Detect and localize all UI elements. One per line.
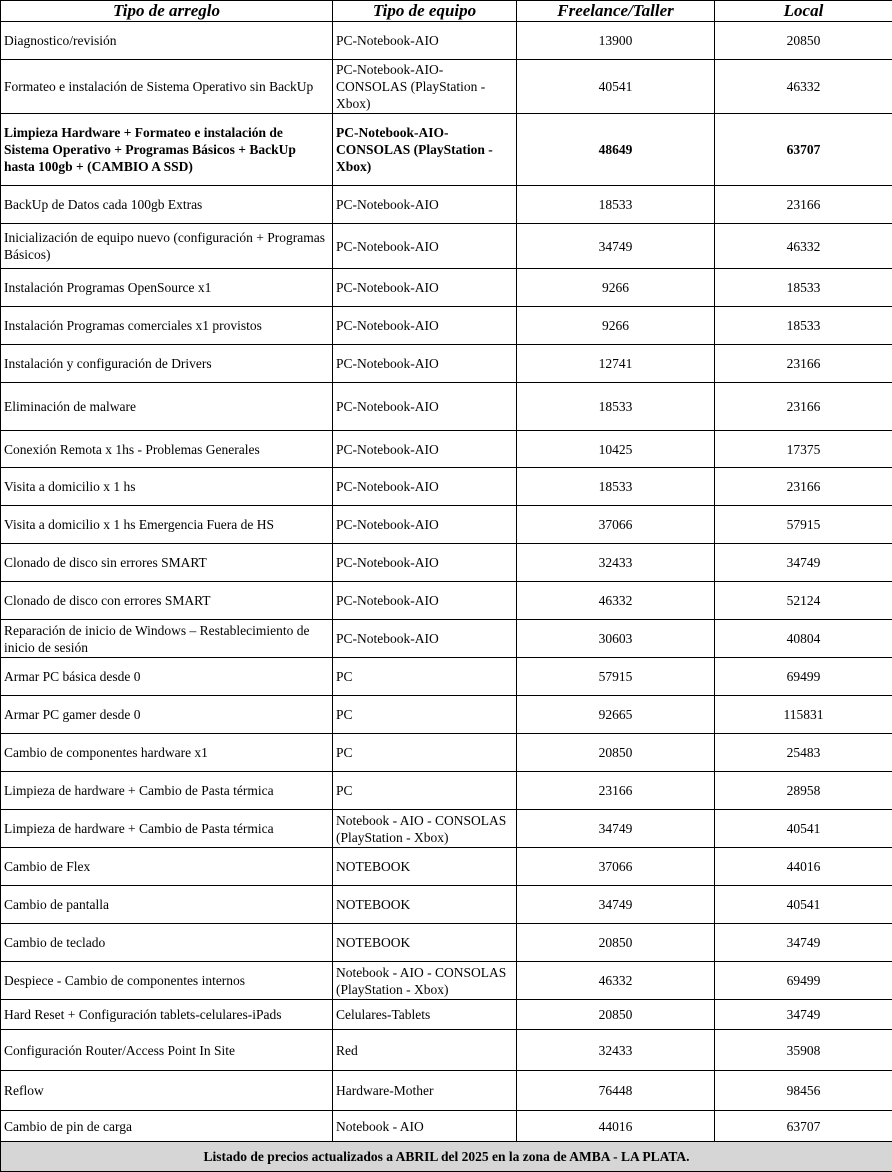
equipment-cell: PC-Notebook-AIO xyxy=(333,468,517,506)
header-equipment-type: Tipo de equipo xyxy=(333,1,517,22)
table-row xyxy=(1,345,892,383)
repair-cell: Reflow xyxy=(1,1071,333,1111)
table-row xyxy=(1,658,892,696)
header-row xyxy=(1,1,892,22)
local-price-cell: 23166 xyxy=(715,383,892,431)
freelance-price-cell: 13900 xyxy=(517,22,715,60)
local-price-cell: 63707 xyxy=(715,1111,892,1142)
freelance-price-cell: 20850 xyxy=(517,734,715,772)
equipment-cell: PC-Notebook-AIO xyxy=(333,383,517,431)
freelance-price-cell: 32433 xyxy=(517,544,715,582)
equipment-cell: Hardware-Mother xyxy=(333,1071,517,1111)
repair-cell: Cambio de componentes hardware x1 xyxy=(1,734,333,772)
equipment-cell: PC-Notebook-AIO xyxy=(333,431,517,468)
repair-cell: Despiece - Cambio de componentes internos xyxy=(1,962,333,1000)
local-price-cell: 25483 xyxy=(715,734,892,772)
repair-cell: Limpieza de hardware + Cambio de Pasta térmica xyxy=(1,772,333,810)
local-price-cell: 40804 xyxy=(715,620,892,658)
table-row xyxy=(1,468,892,506)
equipment-cell: PC xyxy=(333,696,517,734)
repair-cell: Clonado de disco sin errores SMART xyxy=(1,544,333,582)
repair-cell: Visita a domicilio x 1 hs Emergencia Fuera de HS xyxy=(1,506,333,544)
header-repair-type: Tipo de arreglo xyxy=(1,1,333,22)
freelance-price-cell: 46332 xyxy=(517,962,715,1000)
local-price-cell: 35908 xyxy=(715,1030,892,1071)
freelance-price-cell: 23166 xyxy=(517,772,715,810)
local-price-cell: 63707 xyxy=(715,114,892,186)
equipment-cell: Notebook - AIO - CONSOLAS (PlayStation - Xbox) xyxy=(333,962,517,1000)
local-price-cell: 34749 xyxy=(715,924,892,962)
local-price-cell: 52124 xyxy=(715,582,892,620)
equipment-cell: PC-Notebook-AIO xyxy=(333,269,517,307)
equipment-cell: NOTEBOOK xyxy=(333,924,517,962)
local-price-cell: 23166 xyxy=(715,468,892,506)
table-row xyxy=(1,307,892,345)
local-price-cell: 18533 xyxy=(715,269,892,307)
repair-cell: Cambio de Flex xyxy=(1,848,333,886)
freelance-price-cell: 18533 xyxy=(517,468,715,506)
local-price-cell: 98456 xyxy=(715,1071,892,1111)
table-row xyxy=(1,431,892,468)
repair-cell: Armar PC básica desde 0 xyxy=(1,658,333,696)
equipment-cell: PC xyxy=(333,658,517,696)
table-row xyxy=(1,224,892,269)
table-header xyxy=(1,1,892,22)
table-row xyxy=(1,962,892,1000)
equipment-cell: PC-Notebook-AIO xyxy=(333,582,517,620)
freelance-price-cell: 18533 xyxy=(517,186,715,224)
local-price-cell: 17375 xyxy=(715,431,892,468)
equipment-cell: PC-Notebook-AIO-CONSOLAS (PlayStation - Xbox) xyxy=(333,60,517,114)
freelance-price-cell: 34749 xyxy=(517,810,715,848)
equipment-cell: NOTEBOOK xyxy=(333,886,517,924)
local-price-cell: 28958 xyxy=(715,772,892,810)
freelance-price-cell: 30603 xyxy=(517,620,715,658)
equipment-cell: PC-Notebook-AIO xyxy=(333,224,517,269)
table-row xyxy=(1,582,892,620)
repair-cell: Diagnostico/revisión xyxy=(1,22,333,60)
freelance-price-cell: 40541 xyxy=(517,60,715,114)
freelance-price-cell: 20850 xyxy=(517,1000,715,1030)
repair-cell: Instalación Programas OpenSource x1 xyxy=(1,269,333,307)
freelance-price-cell: 44016 xyxy=(517,1111,715,1142)
equipment-cell: PC-Notebook-AIO xyxy=(333,307,517,345)
repair-cell: Hard Reset + Configuración tablets-celulares-iPads xyxy=(1,1000,333,1030)
repair-cell: Armar PC gamer desde 0 xyxy=(1,696,333,734)
table-row xyxy=(1,60,892,114)
table-row xyxy=(1,696,892,734)
equipment-cell: NOTEBOOK xyxy=(333,848,517,886)
table-row xyxy=(1,772,892,810)
table-row xyxy=(1,269,892,307)
equipment-cell: PC xyxy=(333,734,517,772)
table-row xyxy=(1,544,892,582)
repair-cell: Instalación y configuración de Drivers xyxy=(1,345,333,383)
freelance-price-cell: 20850 xyxy=(517,924,715,962)
local-price-cell: 40541 xyxy=(715,886,892,924)
equipment-cell: Red xyxy=(333,1030,517,1071)
equipment-cell: PC-Notebook-AIO xyxy=(333,345,517,383)
equipment-cell: PC-Notebook-AIO xyxy=(333,544,517,582)
freelance-price-cell: 34749 xyxy=(517,886,715,924)
freelance-price-cell: 76448 xyxy=(517,1071,715,1111)
table-body xyxy=(1,22,892,1172)
freelance-price-cell: 92665 xyxy=(517,696,715,734)
repair-cell: Instalación Programas comerciales x1 provistos xyxy=(1,307,333,345)
table-row xyxy=(1,1000,892,1030)
repair-cell: Cambio de pantalla xyxy=(1,886,333,924)
freelance-price-cell: 46332 xyxy=(517,582,715,620)
local-price-cell: 34749 xyxy=(715,1000,892,1030)
repair-cell: Visita a domicilio x 1 hs xyxy=(1,468,333,506)
equipment-cell: PC-Notebook-AIO xyxy=(333,506,517,544)
repair-cell: Formateo e instalación de Sistema Operativo sin BackUp xyxy=(1,60,333,114)
freelance-price-cell: 37066 xyxy=(517,506,715,544)
freelance-price-cell: 34749 xyxy=(517,224,715,269)
repair-cell: Reparación de inicio de Windows – Restablecimiento de inicio de sesión xyxy=(1,620,333,658)
repair-cell: Clonado de disco con errores SMART xyxy=(1,582,333,620)
freelance-price-cell: 10425 xyxy=(517,431,715,468)
local-price-cell: 20850 xyxy=(715,22,892,60)
equipment-cell: Celulares-Tablets xyxy=(333,1000,517,1030)
repair-cell: Limpieza Hardware + Formateo e instalación de Sistema Operativo + Programas Básicos + BackUp hasta 100gb + (CAMBIO A SSD) xyxy=(1,114,333,186)
freelance-price-cell: 9266 xyxy=(517,269,715,307)
table-row xyxy=(1,1111,892,1142)
local-price-cell: 23166 xyxy=(715,186,892,224)
local-price-cell: 44016 xyxy=(715,848,892,886)
table-row xyxy=(1,924,892,962)
table-row xyxy=(1,186,892,224)
repair-cell: Configuración Router/Access Point In Site xyxy=(1,1030,333,1071)
repair-cell: Inicialización de equipo nuevo (configuración + Programas Básicos) xyxy=(1,224,333,269)
equipment-cell: PC-Notebook-AIO-CONSOLAS (PlayStation - Xbox) xyxy=(333,114,517,186)
equipment-cell: PC-Notebook-AIO xyxy=(333,186,517,224)
repair-cell: Limpieza de hardware + Cambio de Pasta térmica xyxy=(1,810,333,848)
local-price-cell: 34749 xyxy=(715,544,892,582)
local-price-cell: 69499 xyxy=(715,962,892,1000)
header-freelance-price: Freelance/Taller xyxy=(517,1,715,22)
equipment-cell: PC-Notebook-AIO xyxy=(333,620,517,658)
equipment-cell: Notebook - AIO xyxy=(333,1111,517,1142)
table-row xyxy=(1,620,892,658)
table-row xyxy=(1,1071,892,1111)
freelance-price-cell: 57915 xyxy=(517,658,715,696)
footer-row xyxy=(1,1142,892,1172)
table-row xyxy=(1,506,892,544)
repair-cell: Cambio de teclado xyxy=(1,924,333,962)
repair-cell: Eliminación de malware xyxy=(1,383,333,431)
table-row xyxy=(1,734,892,772)
equipment-cell: PC-Notebook-AIO xyxy=(333,22,517,60)
header-local-price: Local xyxy=(715,1,892,22)
freelance-price-cell: 37066 xyxy=(517,848,715,886)
local-price-cell: 46332 xyxy=(715,224,892,269)
equipment-cell: PC xyxy=(333,772,517,810)
freelance-price-cell: 48649 xyxy=(517,114,715,186)
table-row xyxy=(1,114,892,186)
repair-cell: Cambio de pin de carga xyxy=(1,1111,333,1142)
equipment-cell: Notebook - AIO - CONSOLAS (PlayStation - Xbox) xyxy=(333,810,517,848)
local-price-cell: 46332 xyxy=(715,60,892,114)
local-price-cell: 69499 xyxy=(715,658,892,696)
table-row xyxy=(1,1030,892,1071)
local-price-cell: 57915 xyxy=(715,506,892,544)
table-row xyxy=(1,22,892,60)
local-price-cell: 40541 xyxy=(715,810,892,848)
table-row xyxy=(1,848,892,886)
local-price-cell: 18533 xyxy=(715,307,892,345)
repair-cell: Conexión Remota x 1hs - Problemas Generales xyxy=(1,431,333,468)
table-row xyxy=(1,810,892,848)
repair-cell: BackUp de Datos cada 100gb Extras xyxy=(1,186,333,224)
freelance-price-cell: 32433 xyxy=(517,1030,715,1071)
local-price-cell: 23166 xyxy=(715,345,892,383)
freelance-price-cell: 12741 xyxy=(517,345,715,383)
freelance-price-cell: 18533 xyxy=(517,383,715,431)
freelance-price-cell: 9266 xyxy=(517,307,715,345)
local-price-cell: 115831 xyxy=(715,696,892,734)
price-update-note: Listado de precios actualizados a ABRIL del 2025 en la zona de AMBA - LA PLATA. xyxy=(1,1142,892,1172)
table-row xyxy=(1,383,892,431)
table-row xyxy=(1,886,892,924)
